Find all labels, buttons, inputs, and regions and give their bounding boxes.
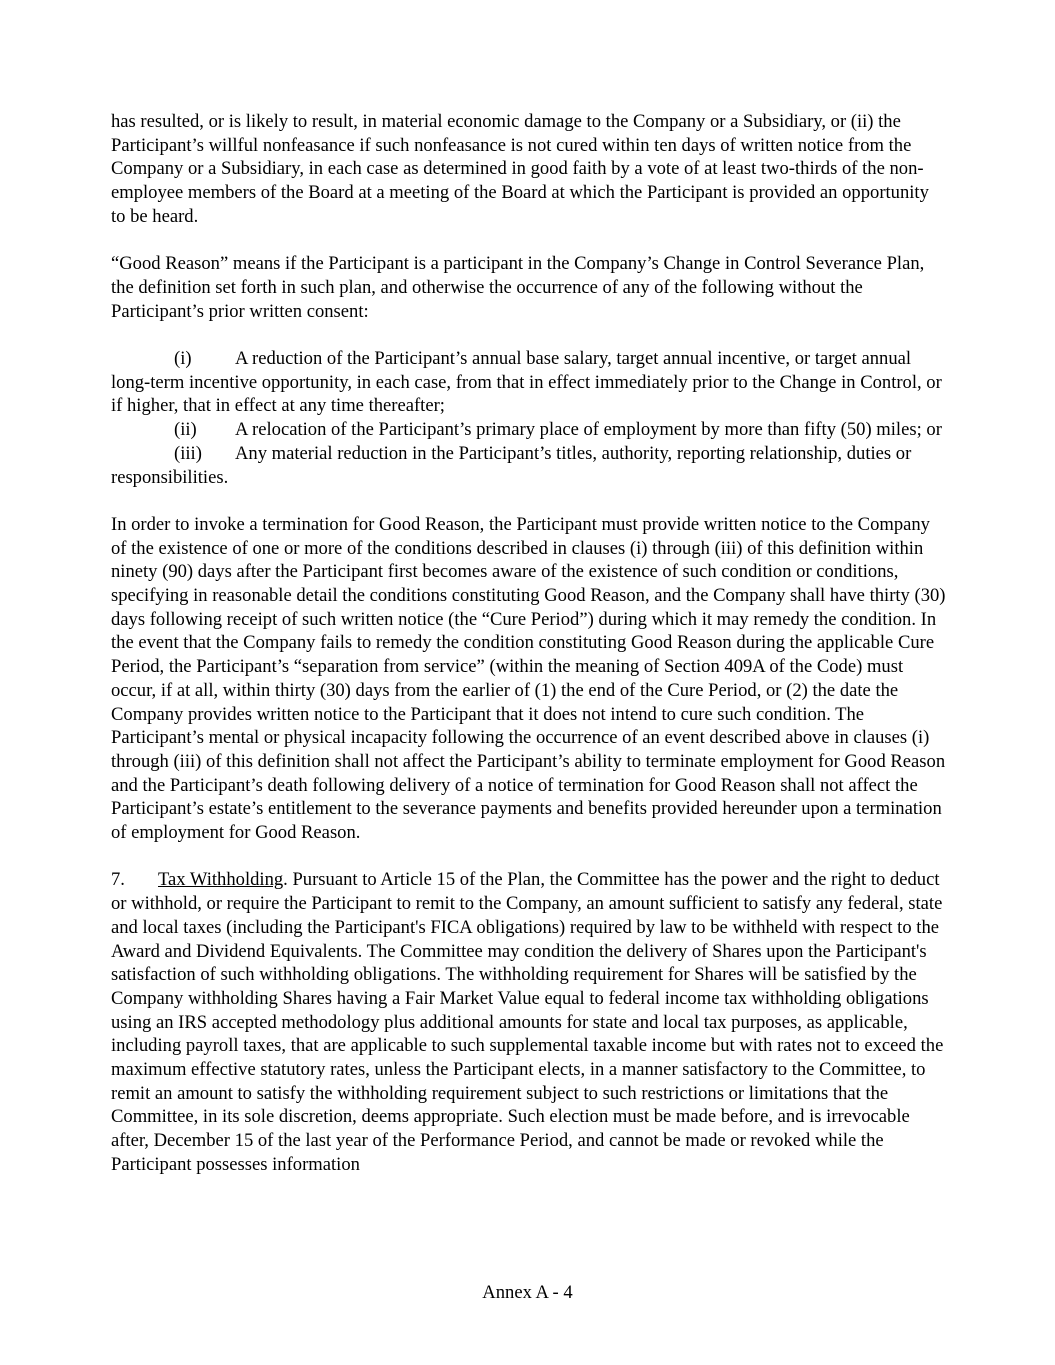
clause-item — [111, 418, 947, 442]
paragraph-gap — [111, 229, 947, 253]
clause-number: (i) — [174, 348, 192, 369]
clause-text: A relocation of the Participant’s primary place of employment by more than fifty (50) miles; or — [235, 419, 942, 441]
paragraph-good-reason-definition: “Good Reason” means if the Participant is a participant in the Company’s Change in Control Severance Plan, the definition set forth in such plan, and otherwise the occurrence of any of the following without the Participant’s prior written consent: — [111, 253, 925, 322]
clause-number: (iii) — [174, 442, 202, 464]
document-page — [111, 110, 947, 1177]
clause-item — [111, 347, 947, 418]
section-tax-withholding — [111, 868, 947, 1176]
paragraph-gap — [111, 845, 947, 869]
section-number: 7. — [111, 869, 125, 891]
section-text: . Pursuant to Article 15 of the Plan, the Committee has the power and the right to deduct or withhold, or require the Participant to remit to the Company, an amount sufficient to satisfy any federal, state and local taxes (including the Participant's FICA obligations) required by law to be withheld with respect to the Award and Dividend Equivalents. The Committee may condition the delivery of Shares upon the Participant's satisfaction of such withholding obligations. The withholding requirement for Shares will be satisfied by the Company withholding Shares having a Fair Market Value equal to federal income tax withholding obligations using an IRS accepted methodology plus additional amounts for state and local tax purposes, as applicable, including payroll taxes, that are applicable to such supplemental taxable income but with rates not to exceed the maximum effective statutory rates, unless the Participant elects, in a manner satisfactory to the Committee, to remit an amount to satisfy the withholding requirement subject to such restrictions or limitations that the Committee, in its sole discretion, deems appropriate. Such election must be made before, and is irrevocable after, December 15 of the last year of the Performance Period, and cannot be made or revoked while the Participant possesses information — [111, 869, 944, 1175]
paragraph-gap — [111, 489, 947, 513]
section-heading: Tax Withholding — [158, 869, 284, 891]
page-footer: Annex A - 4 — [482, 1282, 573, 1303]
clause-text: A reduction of the Participant’s annual base salary, target annual incentive, or target annual long-term incentive opportunity, in each case, from that in effect immediately prior to the Change in Control, or if higher, that in effect at any time thereafter; — [111, 348, 942, 417]
clause-number: (ii) — [174, 419, 197, 441]
clause-text: Any material reduction in the Participant’s titles, authority, reporting relationship, duties or responsibilities. — [111, 442, 912, 488]
paragraph-invoke-termination: In order to invoke a termination for Good Reason, the Participant must provide written notice to the Company of the existence of one or more of the conditions described in clauses (i) through (iii) of this definition within ninety (90) days after the Participant first becomes aware of the existence of such condition or conditions, specifying in reasonable detail the conditions constituting Good Reason, and the Company shall have thirty (30) days following receipt of such written notice (the “Cure Period”) during which it may remedy the condition. In the event that the Company fails to remedy the condition constituting Good Reason during the applicable Cure Period, the Participant’s “separation from service” (within the meaning of Section 409A of the Code) must occur, if at all, within thirty (30) days from the earlier of (1) the end of the Cure Period, or (2) the date the Company provides written notice to the Participant that it does not intend to cure such condition. The Participant’s mental or physical incapacity following the occurrence of an event described above in clauses (i) through (iii) of this definition shall not affect the Participant’s ability to terminate employment for Good Reason and the Participant’s death following delivery of a notice of termination for Good Reason shall not affect the Participant’s estate’s entitlement to the severance payments and benefits provided hereunder upon a termination of employment for Good Reason. — [111, 513, 946, 844]
paragraph-cause-continued: has resulted, or is likely to result, in material economic damage to the Company or a Subsidiary, or (ii) the Participant’s willful nonfeasance if such nonfeasance is not cured within ten days of written notice from the Company or a Subsidiary, in each case as determined in good faith by a vote of at least two-thirds of the non-employee members of the Board at a meeting of the Board at which the Participant is provided an opportunity to be heard. — [111, 111, 929, 227]
clause-item — [111, 442, 947, 489]
paragraph-gap — [111, 323, 947, 347]
